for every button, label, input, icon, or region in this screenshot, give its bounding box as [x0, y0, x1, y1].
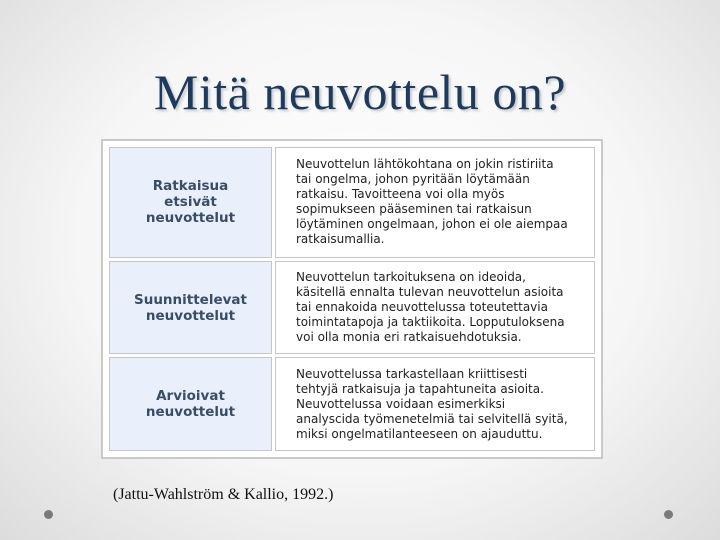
row-label: Arvioivat neuvottelut — [109, 357, 272, 451]
slide-title: Mitä neuvottelu on? — [153, 64, 567, 120]
table-row — [109, 357, 595, 451]
row-label: Suunnittelevat neuvottelut — [109, 261, 272, 355]
negotiation-table — [106, 144, 598, 454]
bullet-dot-icon — [664, 510, 673, 519]
bullet-dot-icon — [44, 510, 53, 519]
negotiation-types-table — [101, 139, 603, 459]
row-description: Neuvottelun tarkoituksena on ideoida, käsitellä ennalta tulevan neuvottelun asioita tai ennakoida neuvottelussa toteutettavia toimintatapoja ja taktiikoita. Lopputuloksena voi olla monia eri ratkaisuehdotuksia. — [275, 261, 595, 355]
row-label: Ratkaisua etsivät neuvottelut — [109, 147, 272, 258]
row-description: Neuvottelun lähtökohtana on jokin ristiriita tai ongelma, johon pyritään löytämään ratkaisu. Tavoitteena voi olla myös sopimukseen pääseminen tai ratkaisun löytäminen ongelmaan, johon ei ole aiempaa ratkaisumallia. — [275, 147, 595, 258]
citation: (Jattu-Wahlström & Kallio, 1992.) — [113, 486, 334, 503]
table-row — [109, 261, 595, 355]
table-row — [109, 147, 595, 258]
row-description: Neuvottelussa tarkastellaan kriittisesti tehtyjä ratkaisuja ja tapahtuneita asioita. Neuvottelussa voidaan esimerkiksi analyscida työmenetelmiä tai selvitellä syitä, miksi ongelmatilanteeseen on ajauduttu. — [275, 357, 595, 451]
